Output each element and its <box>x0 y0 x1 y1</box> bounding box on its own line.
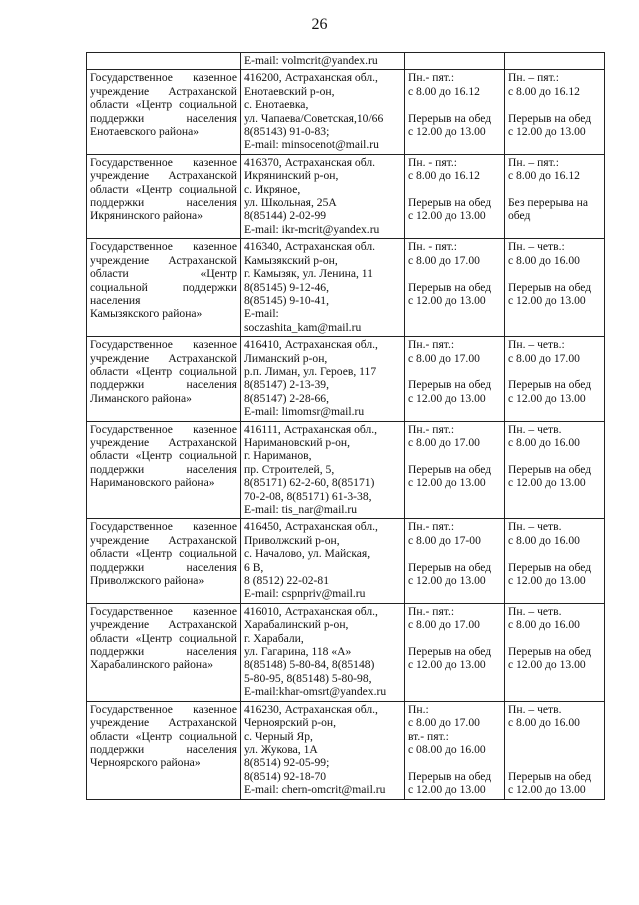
page-number: 26 <box>311 16 328 33</box>
hours2-line: с 12.00 до 13.00 <box>508 125 586 139</box>
contact-line: Енотаевский р-он, <box>244 84 335 98</box>
name-line: области «Центр социальной <box>90 631 237 645</box>
table-row <box>87 337 605 421</box>
name-line: социальной поддержки <box>90 280 237 294</box>
hours-line <box>408 547 501 560</box>
hours-line: Перерыв на обед <box>408 111 492 125</box>
name-cell <box>87 603 241 701</box>
contact-line: 8(85145) 9-12-46, <box>244 280 330 294</box>
hours-line: Пн.- пят.: <box>408 422 455 436</box>
contact-line: E-mail: tis_nar@mail.ru <box>244 503 358 516</box>
name-line: Государственное казенное <box>90 604 237 618</box>
name-line: Харабалинского района» <box>90 658 214 672</box>
hours-line: Перерыв на обед <box>408 769 492 783</box>
contact-line: E-mail: cspnpriv@mail.ru <box>244 587 366 601</box>
contact-line: 416010, Астраханская обл., <box>244 604 378 618</box>
hours-line: Перерыв на обед <box>408 645 492 659</box>
name-line: населения <box>90 293 141 307</box>
contact-line: 416200, Астраханская обл., <box>244 71 378 85</box>
hours-line: Перерыв на обед <box>408 462 492 476</box>
hours2-line <box>508 756 601 769</box>
hours2-line: с 8.00 до 16.00 <box>508 435 580 449</box>
hours2-cell <box>505 701 605 799</box>
contact-line: 8(85147) 2-13-39, <box>244 378 330 392</box>
hours2-cell <box>505 154 605 238</box>
hours-line: с 8.00 до 17-00 <box>408 533 481 547</box>
contact-line: ул. Чапаева/Советская,10/66 <box>244 111 384 125</box>
hours-line <box>408 98 501 111</box>
hours-line: с 12.00 до 13.00 <box>408 293 486 307</box>
name-cell <box>87 421 241 519</box>
name-cell <box>87 701 241 799</box>
hours-line: Перерыв на обед <box>408 378 492 392</box>
contact-line: с. Енотаевка, <box>244 98 309 112</box>
name-line: области «Центр социальной <box>90 182 237 196</box>
contacts-cell <box>241 519 405 603</box>
hours-line: Перерыв на обед <box>408 196 492 210</box>
hours-line: Пн. - пят.: <box>408 155 457 169</box>
name-cell <box>87 154 241 238</box>
hours2-line: с 12.00 до 13.00 <box>508 658 586 672</box>
name-line: области «Центр социальной <box>90 364 237 378</box>
name-line: учреждение Астраханской <box>90 533 237 547</box>
name-line: поддержки населения <box>90 196 237 210</box>
hours2-line <box>508 743 601 756</box>
name-line: учреждение Астраханской <box>90 435 237 449</box>
name-line: учреждение Астраханской <box>90 84 237 98</box>
name-cell <box>87 337 241 421</box>
hours-line <box>408 267 501 280</box>
name-line: области «Центр <box>90 267 237 281</box>
hours-line: с 8.00 до 16.12 <box>408 84 480 98</box>
contact-line: 416370, Астраханская обл. <box>244 155 376 169</box>
contact-line: 416410, Астраханская обл., <box>244 338 378 352</box>
contact-line: г. Камызяк, ул. Ленина, 11 <box>244 267 373 281</box>
contact-line: E-mail: limomsr@mail.ru <box>244 405 365 419</box>
contact-line: 416230, Астраханская обл., <box>244 702 378 716</box>
email-line: E-mail: volmcrit@yandex.ru <box>244 54 378 67</box>
hours-line: Пн.- пят.: <box>408 604 455 618</box>
hours-line <box>408 449 501 462</box>
institutions-table-body <box>87 53 605 800</box>
contact-line: с. Черный Яр, <box>244 729 313 743</box>
hours2-line: с 8.00 до 16.00 <box>508 253 580 267</box>
hours2-line <box>508 730 601 743</box>
hours-line <box>408 183 501 196</box>
contacts-cell <box>241 53 405 70</box>
hours2-line: Пн. – пят.: <box>508 155 559 169</box>
hours-cell <box>405 53 505 70</box>
contacts-cell <box>241 603 405 701</box>
table-row <box>87 70 605 154</box>
hours2-line <box>508 547 601 560</box>
hours-line <box>408 756 501 769</box>
hours2-line: Перерыв на обед <box>508 645 592 659</box>
contact-line: soczashita_kam@mail.ru <box>244 320 362 334</box>
contact-line: 8(85144) 2-02-99 <box>244 209 327 223</box>
hours2-line: с 8.00 до 16.00 <box>508 618 580 632</box>
hours2-line: с 8.00 до 16.12 <box>508 169 580 183</box>
hours-line: Пн. - пят.: <box>408 240 457 254</box>
name-line: учреждение Астраханской <box>90 253 237 267</box>
contacts-cell <box>241 154 405 238</box>
name-line: учреждение Астраханской <box>90 169 237 183</box>
hours2-line: Без перерыва на <box>508 196 589 210</box>
contact-line: 8(85145) 9-10-41, <box>244 293 330 307</box>
contact-line: E-mail:khar-omsrt@yandex.ru <box>244 685 387 699</box>
hours-line: с 12.00 до 13.00 <box>408 783 486 797</box>
hours2-line: Пн. – четв. <box>508 604 562 618</box>
hours-cell <box>405 701 505 799</box>
hours-line: с 12.00 до 13.00 <box>408 391 486 405</box>
contact-line: с. Икряное, <box>244 182 301 196</box>
hours-line: с 12.00 до 13.00 <box>408 574 486 588</box>
hours-line <box>408 365 501 378</box>
table-row <box>87 239 605 337</box>
name-line: поддержки населения <box>90 645 237 659</box>
contacts-cell <box>241 421 405 519</box>
hours2-line <box>508 98 601 111</box>
name-line: области «Центр социальной <box>90 449 237 463</box>
contact-line: ул. Жукова, 1А <box>244 742 318 756</box>
contact-line: 8(8514) 92-05-99; <box>244 756 330 770</box>
hours-line: с 12.00 до 13.00 <box>408 658 486 672</box>
name-line: Государственное казенное <box>90 338 237 352</box>
name-line: Государственное казенное <box>90 702 237 716</box>
name-line: поддержки населения <box>90 462 237 476</box>
name-cell <box>87 53 241 70</box>
hours-line: с 8.00 до 17.00 <box>408 351 480 365</box>
hours-line: Перерыв на обед <box>408 280 492 294</box>
hours2-line: Перерыв на обед <box>508 560 592 574</box>
contact-line: 70-2-08, 8(85171) 61-3-38, <box>244 489 372 503</box>
hours2-cell <box>505 239 605 337</box>
hours2-cell <box>505 70 605 154</box>
hours-line: Пн.- пят.: <box>408 520 455 534</box>
contact-line: 416450, Астраханская обл., <box>244 520 378 534</box>
hours-line: с 8.00 до 17.00 <box>408 253 480 267</box>
contact-line: Камызякский р-он, <box>244 253 338 267</box>
contact-line: 416111, Астраханская обл., <box>244 422 378 436</box>
name-line: Лиманского района» <box>90 391 192 405</box>
table-row <box>87 519 605 603</box>
hours-line <box>408 632 501 645</box>
name-line: Икрянинского района» <box>90 209 203 223</box>
contact-line: г. Нариманов, <box>244 449 312 463</box>
contact-line: ул. Школьная, 25А <box>244 196 337 210</box>
contact-line: 8(85171) 62-2-60, 8(85171) <box>244 476 375 490</box>
hours2-line: Пн. – четв. <box>508 702 562 716</box>
institutions-table <box>86 52 605 800</box>
hours2-cell <box>505 519 605 603</box>
name-line: Государственное казенное <box>90 422 237 436</box>
hours-cell <box>405 519 505 603</box>
hours2-line: Перерыв на обед <box>508 378 592 392</box>
hours2-line <box>508 632 601 645</box>
contact-line: Харабалинский р-он, <box>244 618 349 632</box>
name-line: Государственное казенное <box>90 71 237 85</box>
hours-cell <box>405 603 505 701</box>
hours-line: с 8.00 до 17.00 <box>408 716 480 730</box>
name-line: Приволжского района» <box>90 574 205 588</box>
hours-line: с 8.00 до 16.12 <box>408 169 480 183</box>
contact-line: E-mail: <box>244 307 279 321</box>
hours-line: с 08.00 до 16.00 <box>408 742 486 756</box>
hours2-line: с 12.00 до 13.00 <box>508 574 586 588</box>
name-line: области «Центр социальной <box>90 98 237 112</box>
name-line: Наримановского района» <box>90 476 215 490</box>
hours2-line: с 12.00 до 13.00 <box>508 476 586 490</box>
hours2-line: Перерыв на обед <box>508 280 592 294</box>
table-row <box>87 154 605 238</box>
hours-line: вт.- пят.: <box>408 729 449 743</box>
hours2-line: с 12.00 до 13.00 <box>508 293 586 307</box>
contact-line: 8(85147) 2-28-66, <box>244 391 330 405</box>
hours-line: Пн.- пят.: <box>408 71 455 85</box>
hours-line: с 8.00 до 17.00 <box>408 435 480 449</box>
hours2-line: с 12.00 до 13.00 <box>508 783 586 797</box>
name-line: Камызякского района» <box>90 307 203 321</box>
contact-line: E-mail: ikr-mcrit@yandex.ru <box>244 222 380 236</box>
hours2-line: с 8.00 до 16.12 <box>508 84 580 98</box>
hours2-line: Перерыв на обед <box>508 111 592 125</box>
contact-line: E-mail: minsocenot@mail.ru <box>244 138 379 152</box>
table-row <box>87 421 605 519</box>
contact-line: 6 В, <box>244 560 264 574</box>
contact-line: Приволжский р-он, <box>244 533 340 547</box>
hours2-line: с 8.00 до 17.00 <box>508 351 580 365</box>
hours2-cell <box>505 337 605 421</box>
hours-cell <box>405 239 505 337</box>
name-line: Государственное казенное <box>90 520 237 534</box>
contact-line: ул. Гагарина, 118 «А» <box>244 645 352 659</box>
table-row <box>87 603 605 701</box>
contact-line: с. Началово, ул. Майская, <box>244 547 371 561</box>
name-cell <box>87 70 241 154</box>
hours2-line: обед <box>508 209 531 223</box>
contact-line: Икрянинский р-он, <box>244 169 339 183</box>
hours-cell <box>405 337 505 421</box>
name-line: Государственное казенное <box>90 155 237 169</box>
name-line: поддержки населения <box>90 111 237 125</box>
hours2-cell <box>505 53 605 70</box>
name-line: области «Центр социальной <box>90 547 237 561</box>
contact-line: E-mail: chern-omcrit@mail.ru <box>244 783 386 797</box>
contact-line: 416340, Астраханская обл. <box>244 240 376 254</box>
contacts-cell <box>241 701 405 799</box>
contact-line: 5-80-95, 8(85148) 5-80-98, <box>244 671 372 685</box>
contacts-cell <box>241 337 405 421</box>
name-line: Государственное казенное <box>90 240 237 254</box>
hours2-line: с 8.00 до 16.00 <box>508 716 580 730</box>
contacts-cell <box>241 70 405 154</box>
hours2-line: Пн. – четв.: <box>508 338 565 352</box>
name-line: учреждение Астраханской <box>90 716 237 730</box>
hours-cell <box>405 421 505 519</box>
hours2-line <box>508 267 601 280</box>
contact-line: 8(85148) 5-80-84, 8(85148) <box>244 658 375 672</box>
name-line: учреждение Астраханской <box>90 351 237 365</box>
hours2-line: Пн. – четв.: <box>508 240 565 254</box>
name-line: области «Центр социальной <box>90 729 237 743</box>
hours-line: Пн.: <box>408 702 429 716</box>
contact-line: г. Харабали, <box>244 631 304 645</box>
hours-line: с 12.00 до 13.00 <box>408 125 486 139</box>
hours2-line: с 8.00 до 16.00 <box>508 533 580 547</box>
contact-line: Наримановский р-он, <box>244 435 350 449</box>
hours-line: Перерыв на обед <box>408 560 492 574</box>
hours2-cell <box>505 603 605 701</box>
hours2-line: с 12.00 до 13.00 <box>508 391 586 405</box>
hours2-line <box>508 365 601 378</box>
hours-line: с 8.00 до 17.00 <box>408 618 480 632</box>
name-line: поддержки населения <box>90 560 237 574</box>
hours-line: с 12.00 до 13.00 <box>408 209 486 223</box>
contacts-cell <box>241 239 405 337</box>
name-cell <box>87 239 241 337</box>
name-cell <box>87 519 241 603</box>
name-line: Енотаевского района» <box>90 125 200 139</box>
contact-line: пр. Строителей, 5, <box>244 462 335 476</box>
hours2-line <box>508 449 601 462</box>
table-row-continuation <box>87 53 605 70</box>
hours-line: с 12.00 до 13.00 <box>408 476 486 490</box>
name-line: Черноярского района» <box>90 756 201 770</box>
hours-cell <box>405 70 505 154</box>
contact-line: 8(8514) 92-18-70 <box>244 769 327 783</box>
table-row <box>87 701 605 799</box>
contact-line: Черноярский р-он, <box>244 716 337 730</box>
hours-cell <box>405 154 505 238</box>
contact-line: 8 (8512) 22-02-81 <box>244 574 330 588</box>
hours2-line <box>508 183 601 196</box>
hours2-cell <box>505 421 605 519</box>
hours2-line: Перерыв на обед <box>508 769 592 783</box>
name-line: поддержки населения <box>90 378 237 392</box>
hours2-line: Пн. – пят.: <box>508 71 559 85</box>
name-line: учреждение Астраханской <box>90 618 237 632</box>
name-line: поддержки населения <box>90 742 237 756</box>
contact-line: Лиманский р-он, <box>244 351 328 365</box>
contact-line: 8(85143) 91-0-83; <box>244 125 330 139</box>
hours-line: Пн.- пят.: <box>408 338 455 352</box>
hours2-line: Пн. – четв. <box>508 422 562 436</box>
contact-line: р.п. Лиман, ул. Героев, 117 <box>244 364 377 378</box>
hours2-line: Пн. – четв. <box>508 520 562 534</box>
hours2-line: Перерыв на обед <box>508 462 592 476</box>
